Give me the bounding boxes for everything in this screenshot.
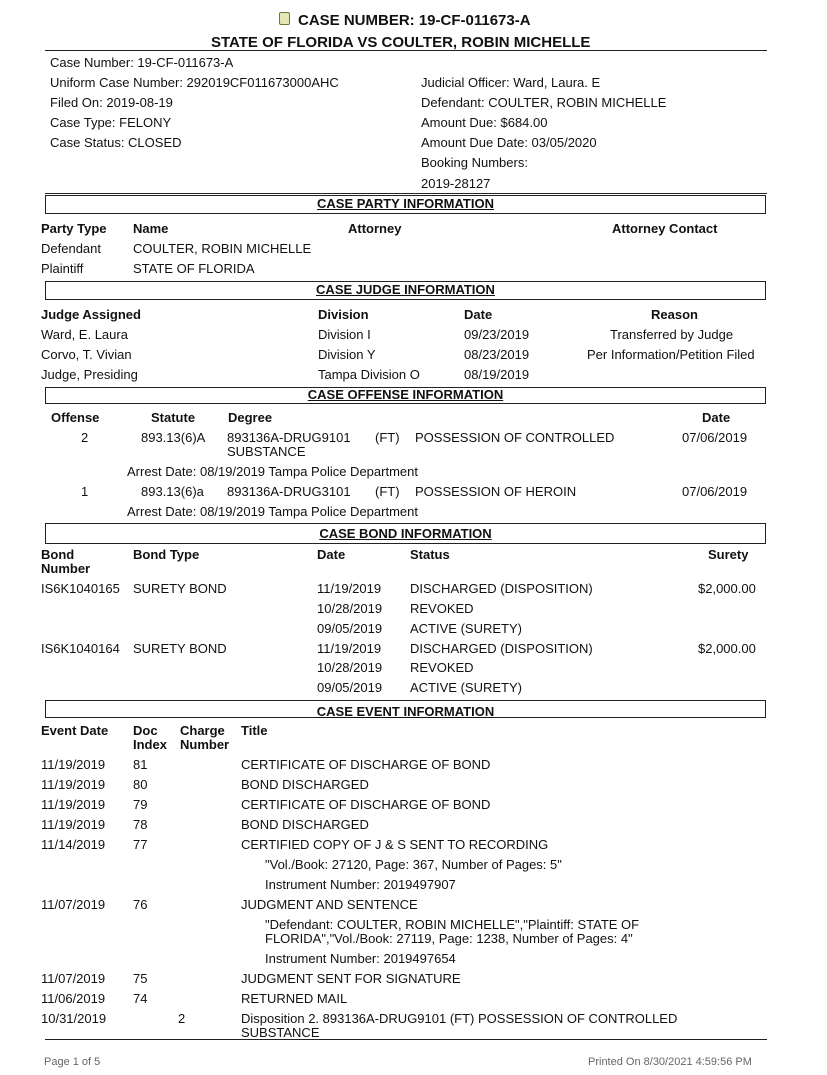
offense-col-degree: Degree xyxy=(228,410,273,425)
event-date: 11/06/2019 xyxy=(41,991,106,1006)
offense-degree: (FT) xyxy=(375,430,400,445)
offense-col-statute: Statute xyxy=(151,410,196,425)
event-col-index: Index xyxy=(133,737,167,752)
event-doc: 81 xyxy=(133,757,148,772)
event-title: CERTIFICATE OF DISCHARGE OF BOND xyxy=(241,757,491,772)
event-title: BOND DISCHARGED xyxy=(241,817,369,832)
offense-statute: 893.13(6)A xyxy=(141,430,206,445)
judge-date: 08/23/2019 xyxy=(464,347,530,362)
event-date: 11/19/2019 xyxy=(41,777,106,792)
event-doc: 78 xyxy=(133,817,148,832)
event-doc: 77 xyxy=(133,837,148,852)
party-row-type: Plaintiff xyxy=(41,261,84,276)
offense-number: 1 xyxy=(81,484,89,499)
offense-description-cont: SUBSTANCE xyxy=(227,444,306,459)
event-col-date: Event Date xyxy=(41,723,109,738)
party-col-attorney: Attorney xyxy=(348,221,402,236)
event-doc: 79 xyxy=(133,797,148,812)
bond-type: SURETY BOND xyxy=(133,641,227,656)
party-col-attorney-contact: Attorney Contact xyxy=(612,221,718,236)
event-detail: "Vol./Book: 27120, Page: 367, Number of Pages: 5" xyxy=(265,857,562,872)
event-title: CERTIFIED COPY OF J & S SENT TO RECORDING xyxy=(241,837,549,852)
event-title: CERTIFICATE OF DISCHARGE OF BOND xyxy=(241,797,491,812)
judge-date: 09/23/2019 xyxy=(464,327,530,342)
party-row-type: Defendant xyxy=(41,241,101,256)
judge-reason: Per Information/Petition Filed xyxy=(587,347,755,362)
case-number-title: CASE NUMBER: 19-CF-011673-A xyxy=(298,12,531,29)
offense-section-header: CASE OFFENSE INFORMATION xyxy=(45,387,766,404)
summary-booking-number: 2019-28127 xyxy=(421,176,491,191)
summary-case-number: Case Number: 19-CF-011673-A xyxy=(50,55,234,70)
event-title: JUDGMENT AND SENTENCE xyxy=(241,897,418,912)
header-divider xyxy=(45,50,767,51)
judge-col-division: Division xyxy=(318,307,369,322)
bond-col-date: Date xyxy=(317,547,346,562)
event-charge: 2 xyxy=(178,1011,186,1026)
bond-col-number: Number xyxy=(41,561,91,576)
bond-surety: $2,000.00 xyxy=(698,641,756,656)
event-title: RETURNED MAIL xyxy=(241,991,348,1006)
event-col-number: Number xyxy=(180,737,230,752)
party-col-type: Party Type xyxy=(41,221,107,236)
judge-section-header: CASE JUDGE INFORMATION xyxy=(45,281,766,300)
bond-number: IS6K1040165 xyxy=(41,581,120,596)
event-date: 11/14/2019 xyxy=(41,837,106,852)
summary-divider xyxy=(45,193,767,194)
document-icon xyxy=(279,12,290,25)
judge-name: Ward, E. Laura xyxy=(41,327,128,342)
summary-amount-due: Amount Due: $684.00 xyxy=(421,115,548,130)
judge-division: Division Y xyxy=(318,347,376,362)
offense-date: 07/06/2019 xyxy=(682,484,748,499)
bond-entry-status: REVOKED xyxy=(410,660,474,675)
event-date: 11/07/2019 xyxy=(41,897,106,912)
event-doc: 75 xyxy=(133,971,148,986)
event-detail: Instrument Number: 2019497907 xyxy=(265,877,456,892)
printed-on: Printed On 8/30/2021 4:59:56 PM xyxy=(588,1056,752,1068)
judge-division: Tampa Division O xyxy=(318,367,420,382)
bond-entry-date: 10/28/2019 xyxy=(317,601,383,616)
offense-arrest: Arrest Date: 08/19/2019 Tampa Police Department xyxy=(127,504,418,519)
event-detail: Instrument Number: 2019497654 xyxy=(265,951,456,966)
judge-name: Corvo, T. Vivian xyxy=(41,347,132,362)
bond-col-bond: Bond xyxy=(41,547,75,562)
offense-number: 2 xyxy=(81,430,89,445)
event-col-title: Title xyxy=(241,723,268,738)
summary-judicial-officer: Judicial Officer: Ward, Laura. E xyxy=(421,75,601,90)
judge-name: Judge, Presiding xyxy=(41,367,138,382)
bond-col-status: Status xyxy=(410,547,450,562)
bond-entry-date: 11/19/2019 xyxy=(317,581,382,596)
page-indicator: Page 1 of 5 xyxy=(44,1056,101,1068)
judge-date: 08/19/2019 xyxy=(464,367,530,382)
judge-col-assigned: Judge Assigned xyxy=(41,307,141,322)
event-date: 11/19/2019 xyxy=(41,757,106,772)
bond-entry-date: 11/19/2019 xyxy=(317,641,382,656)
bond-entry-status: ACTIVE (SURETY) xyxy=(410,621,522,636)
bond-entry-date: 10/28/2019 xyxy=(317,660,383,675)
event-detail: SUBSTANCE xyxy=(241,1025,320,1040)
event-title: JUDGMENT SENT FOR SIGNATURE xyxy=(241,971,461,986)
events-divider xyxy=(45,1039,767,1040)
bond-col-surety: Surety xyxy=(708,547,749,562)
event-detail: "Defendant: COULTER, ROBIN MICHELLE","Plaintiff: STATE OF xyxy=(265,917,640,932)
event-date: 11/19/2019 xyxy=(41,817,106,832)
summary-uniform-case-number: Uniform Case Number: 292019CF011673000AHC xyxy=(50,75,339,90)
bond-surety: $2,000.00 xyxy=(698,581,756,596)
event-col-charge: Charge xyxy=(180,723,225,738)
offense-col-date: Date xyxy=(702,410,731,425)
event-doc: 76 xyxy=(133,897,148,912)
offense-degree: (FT) xyxy=(375,484,400,499)
bond-type: SURETY BOND xyxy=(133,581,227,596)
bond-entry-date: 09/05/2019 xyxy=(317,680,383,695)
bond-section-header: CASE BOND INFORMATION xyxy=(45,523,766,544)
bond-entry-date: 09/05/2019 xyxy=(317,621,383,636)
judge-col-reason: Reason xyxy=(651,307,698,322)
offense-code: 893136A-DRUG9101 xyxy=(227,430,351,445)
bond-col-type: Bond Type xyxy=(133,547,200,562)
offense-code: 893136A-DRUG3101 xyxy=(227,484,351,499)
judge-col-date: Date xyxy=(464,307,493,322)
event-doc: 80 xyxy=(133,777,148,792)
offense-date: 07/06/2019 xyxy=(682,430,748,445)
judge-reason: Transferred by Judge xyxy=(610,327,734,342)
summary-defendant: Defendant: COULTER, ROBIN MICHELLE xyxy=(421,95,667,110)
party-row-name: STATE OF FLORIDA xyxy=(133,261,255,276)
event-col-doc: Doc xyxy=(133,723,158,738)
bond-entry-status: ACTIVE (SURETY) xyxy=(410,680,522,695)
summary-case-status: Case Status: CLOSED xyxy=(50,135,182,150)
party-col-name: Name xyxy=(133,221,169,236)
event-date: 11/07/2019 xyxy=(41,971,106,986)
event-date: 11/19/2019 xyxy=(41,797,106,812)
summary-case-type: Case Type: FELONY xyxy=(50,115,172,130)
offense-arrest: Arrest Date: 08/19/2019 Tampa Police Department xyxy=(127,464,418,479)
event-section-header: CASE EVENT INFORMATION xyxy=(45,700,766,718)
offense-col-offense: Offense xyxy=(51,410,100,425)
event-detail: FLORIDA","Vol./Book: 27119, Page: 1238, Number of Pages: 4" xyxy=(265,931,633,946)
bond-entry-status: DISCHARGED (DISPOSITION) xyxy=(410,641,593,656)
party-section-header: CASE PARTY INFORMATION xyxy=(45,195,766,214)
party-row-name: COULTER, ROBIN MICHELLE xyxy=(133,241,312,256)
case-style-title: STATE OF FLORIDA VS COULTER, ROBIN MICHELLE xyxy=(211,34,591,51)
summary-amount-due-date: Amount Due Date: 03/05/2020 xyxy=(421,135,597,150)
offense-description: POSSESSION OF HEROIN xyxy=(415,484,577,499)
offense-description: POSSESSION OF CONTROLLED xyxy=(415,430,615,445)
event-doc: 74 xyxy=(133,991,148,1006)
bond-number: IS6K1040164 xyxy=(41,641,120,656)
event-title: BOND DISCHARGED xyxy=(241,777,369,792)
offense-statute: 893.13(6)a xyxy=(141,484,204,499)
judge-division: Division I xyxy=(318,327,371,342)
bond-entry-status: REVOKED xyxy=(410,601,474,616)
event-date: 10/31/2019 xyxy=(41,1011,107,1026)
summary-filed-on: Filed On: 2019-08-19 xyxy=(50,95,173,110)
summary-booking-label: Booking Numbers: xyxy=(421,155,528,170)
bond-entry-status: DISCHARGED (DISPOSITION) xyxy=(410,581,593,596)
event-title: Disposition 2. 893136A-DRUG9101 (FT) POSSESSION OF CONTROLLED xyxy=(241,1011,678,1026)
